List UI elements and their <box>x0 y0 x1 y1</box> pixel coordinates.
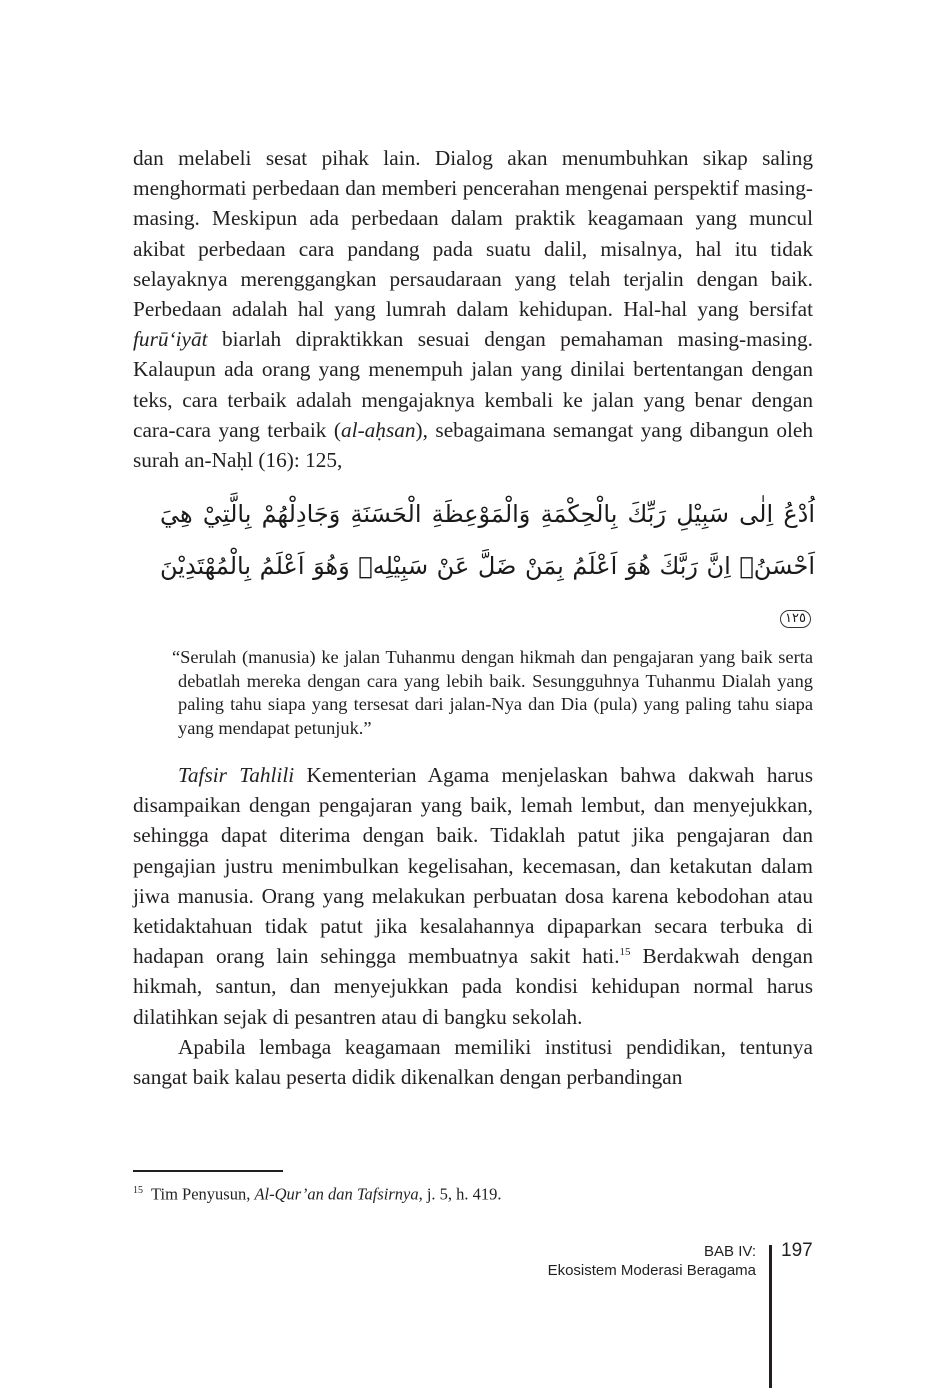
footnote-divider <box>133 1170 283 1172</box>
quran-verse-arabic <box>160 488 815 644</box>
body-paragraph-3: Apabila lembaga keagamaan memiliki institusi pendidikan, tentunya sangat baik kalau peserta didik dikenalkan dengan perbandingan <box>133 1034 813 1090</box>
chapter-label: BAB IV: <box>704 1243 756 1260</box>
italic-title-tafsir-tahlili: Tafsir Tahlili <box>178 763 295 787</box>
italic-term-furuiyat: furū‘iyāt <box>133 327 208 352</box>
footnote-reference[interactable]: 15 <box>619 946 631 959</box>
running-head <box>548 1242 756 1280</box>
body-paragraph-2 <box>133 760 813 1092</box>
paragraph-text: ), sebagaimana semangat yang dibangun oleh surah an-Naḥl (16): 125, <box>133 417 813 473</box>
footnote-citation: , j. 5, h. 419. <box>418 1184 502 1204</box>
page-margin-rule <box>769 1245 772 1388</box>
translation-text: “Serulah (manusia) ke jalan Tuhanmu dengan hikmah dan pengajaran yang baik serta debatlah mereka dengan cara yang lebih baik. Sesungguhnya Tuhanmu Dialah yang paling tahu siapa yang tersesat dari jalan-Nya dan Dia (pula) yang paling tahu siapa yang mendapat petunjuk.” <box>172 647 813 738</box>
arabic-text: اُدْعُ اِلٰى سَبِيْلِ رَبِّكَ بِالْحِكْمَةِ وَالْمَوْعِظَةِ الْحَسَنَةِ وَجَادِلْهُمْ بِالَّتِيْ هِيَ اَحْسَنُۗ اِنَّ رَبَّكَ هُوَ اَعْلَمُ بِمَنْ ضَلَّ عَنْ سَبِيْلِهٖ وَهُوَ اَعْلَمُ بِالْمُهْتَدِيْنَ <box>160 500 815 580</box>
italic-term-al-ahsan: al-aḥsan <box>341 417 416 442</box>
paragraph-text: Berdakwah dengan hikmah, santun, dan menyejukkan pada kondisi kehidupan normal harus dilatihkan sejak di pesantren atau di bangku sekolah. <box>133 944 813 1029</box>
paragraph-text: biarlah dipraktikkan sesuai dengan pemahaman masing-masing. Kalaupun ada orang yang menempuh jalan yang dinilai bertentangan dengan teks, cara terbaik adalah mengajaknya kembali ke jalan yang benar dengan cara-cara yang terbaik ( <box>133 327 813 442</box>
verse-translation <box>172 646 813 740</box>
ayah-number-marker: ١٢٥ <box>780 610 811 628</box>
paragraph-text: dan melabeli sesat pihak lain. Dialog akan menumbuhkan sikap saling menghormati perbedaan dan memberi pencerahan mengenai perspektif masing-masing. Meskipun ada perbedaan dalam praktik keagamaan yang muncul akibat perbedaan cara pandang pada suatu dalil, misalnya, hal itu tidak selayaknya merenggangkan persaudaraan yang telah terjalin dengan baik. Perbedaan adalah hal yang lumrah dalam kehidupan. Hal-hal yang bersifat <box>133 146 813 322</box>
page-number: 197 <box>781 1240 813 1261</box>
chapter-title: Ekosistem Moderasi Beragama <box>547 1262 756 1279</box>
footnote <box>133 1180 502 1206</box>
body-paragraph-1 <box>133 143 813 475</box>
footnote-author: Tim Penyusun, <box>151 1184 255 1204</box>
paragraph-text: Kementerian Agama menjelaskan bahwa dakwah harus disampaikan dengan pengajaran yang baik, lemah lembut, dan menyejukkan, sehingga dapat diterima dengan baik. Tidaklah patut jika pengajaran dan pengajian justru menimbulkan kegelisahan, kecemasan, dan ketakutan dalam jiwa manusia. Orang yang melakukan perbuatan dosa karena kebodohan atau ketidaktahuan tidak patut jika kesalahannya dipaparkan secara terbuka di hadapan orang lain sehingga membuatnya sakit hati. <box>133 763 813 969</box>
footnote-book-title: Al-Qur’an dan Tafsirnya <box>254 1184 419 1204</box>
footnote-number: 15 <box>133 1185 143 1196</box>
